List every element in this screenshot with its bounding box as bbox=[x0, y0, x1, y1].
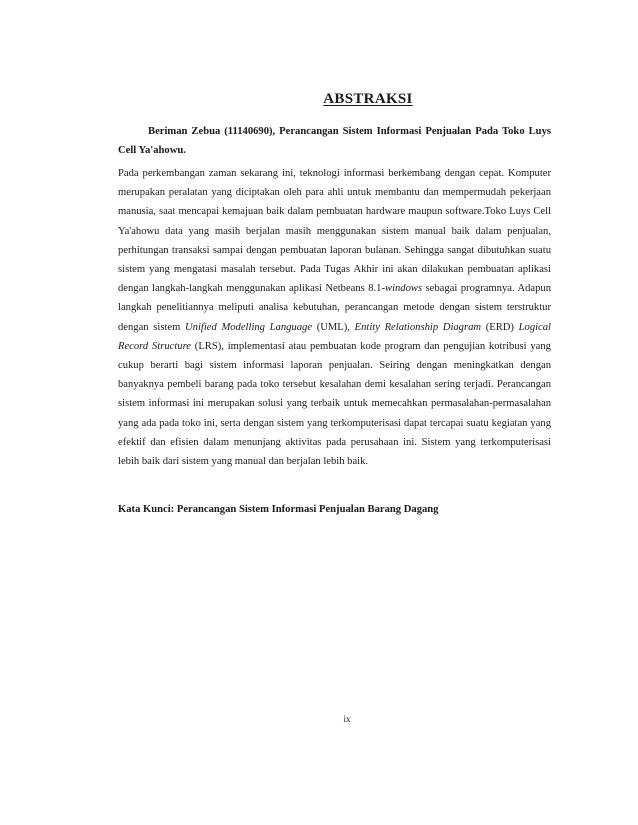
page-title: ABSTRAKSI bbox=[323, 91, 413, 107]
page-number: ix bbox=[343, 714, 351, 724]
windows-term: windows bbox=[385, 283, 423, 295]
abstract-paragraph bbox=[118, 164, 551, 471]
abstract-text-2: sebagai programnya. Adapun langkah penelitiannya meliputi analisa kebutuhan, perancangan metode dengan sistem terstruktur dengan sistem bbox=[118, 283, 551, 333]
erd-term: Entity Relationship Diagram bbox=[354, 321, 482, 333]
abstract-text-4: (ERD) bbox=[481, 321, 519, 333]
lrs-term: Logical Record Structure bbox=[118, 321, 551, 352]
abstract-text-3: (UML), bbox=[312, 321, 355, 333]
author-line: Beriman Zebua (11140690), Perancangan Sistem Informasi Penjualan Pada Toko Luys Cell Ya'ahowu. bbox=[118, 126, 551, 157]
keywords-line: Kata Kunci: Perancangan Sistem Informasi Penjualan Barang Dagang bbox=[118, 504, 439, 515]
abstract-text-1: Pada perkembangan zaman sekarang ini, teknologi informasi berkembang dengan cepat. Komputer merupakan peralatan yang diciptakan oleh para ahli untuk membantu dan mempermudah pekerjaan manusia, saat mencapai kemajuan baik dalam pembuatan hardware maupun software.Toko Luys Cell Ya'ahowu data yang masih berjalan masih menggunakan sistem manual baik dalam penjualan, perhitungan transaksi sampai dengan pembuatan laporan bulanan. Sehingga sangat dibutuhkan suatu sistem yang mengatasi masalah tersebut. Pada Tugas Akhir ini akan dilakukan pembuatan aplikasi dengan langkah-langkah menggunakan aplikasi Netbeans 8.1- bbox=[118, 168, 551, 295]
abstract-text-5: (LRS), implementasi atau pembuatan kode program dan pengujian kotribusi yang cukup berarti bagi sistem informasi laporan penjualan. Seiring dengan meningkatkan dengan banyaknya pembeli barang pada toko tersebut kesalahan demi kesalahan sering terjadi. Perancangan sistem informasi ini merupakan solusi yang terbaik untuk memecahkan permasalahan-permasalahan yang ada pada toko ini, serta dengan sistem yang terkomputerisasi dapat tercapai suatu kegiatan yang efektif dan efisien dalam menunjang aktivitas pada perusahaan ini. Sistem yang terkomputerisasi lebih baik dari sistem yang manual dan berjalan lebih baik. bbox=[118, 340, 551, 468]
uml-term: Unified Modelling Language bbox=[185, 321, 313, 333]
